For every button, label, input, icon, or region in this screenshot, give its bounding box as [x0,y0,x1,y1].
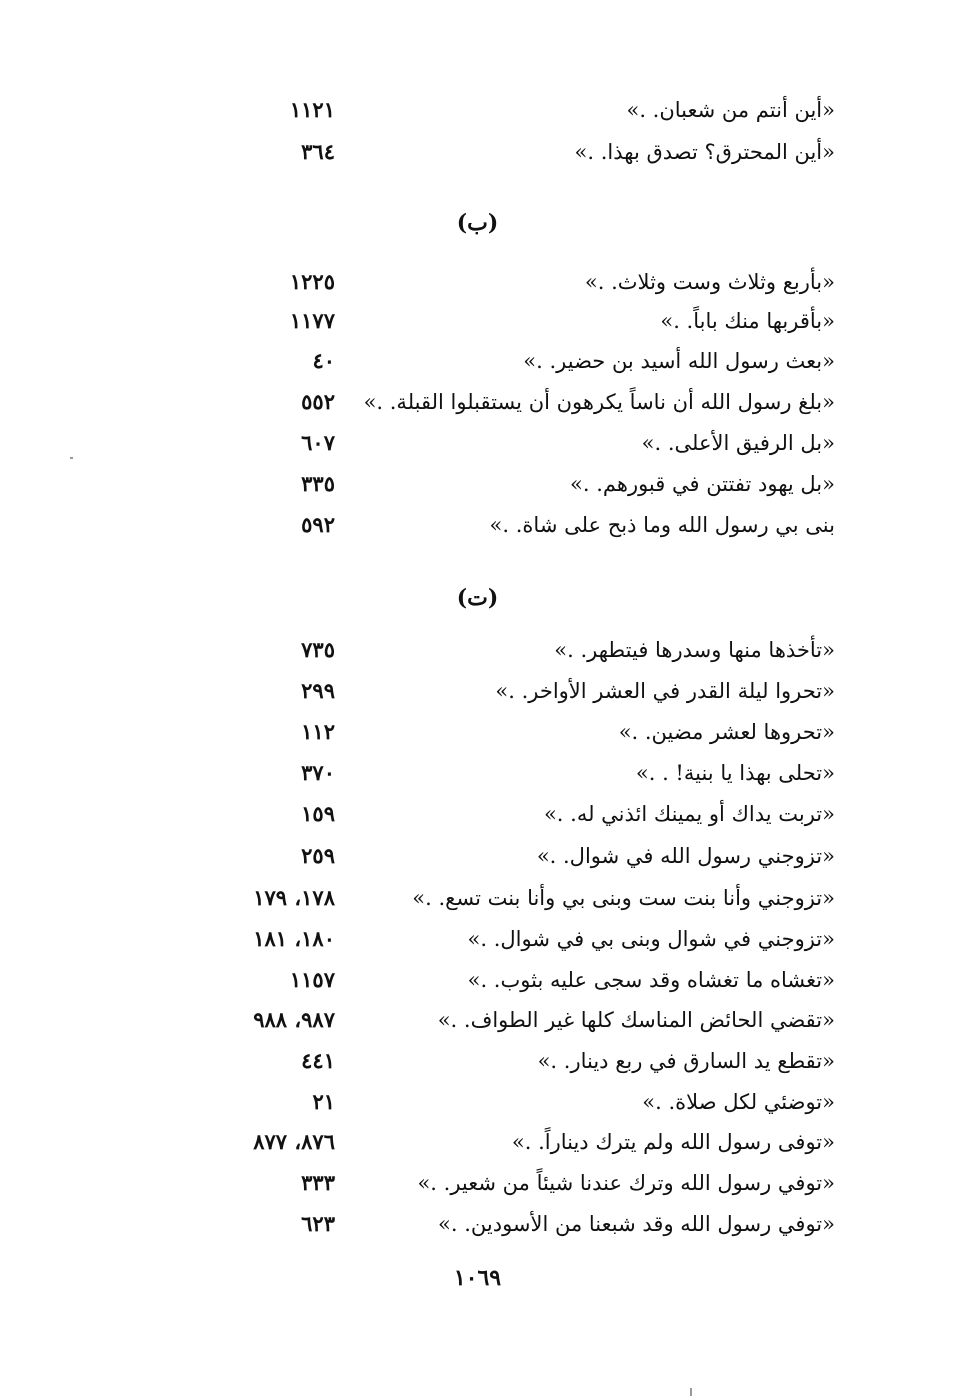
index-entry [0,303,955,339]
page-number: ١٠٦٩ [453,1265,502,1291]
entry-text: «توفي رسول الله وقد شبعنا من الأسودين. .» [438,1212,835,1236]
entry-reference: ٧٣٥ [301,637,335,662]
entry-text: «تغشاه ما تغشاه وقد سجى عليه بثوب. .» [467,968,835,992]
index-entry [0,673,955,709]
entry-text: «بعث رسول الله أسيد بن حضير. .» [523,349,835,373]
entry-text: «تزوجني وأنا بنت ست وبنى بي وأنا بنت تسع. .» [412,886,835,910]
scan-speck [70,457,73,459]
section-heading-ta: (ت) [456,585,499,611]
entry-reference: ٤٤١ [301,1048,335,1073]
entry-text: «تقضي الحائض المناسك كلها غير الطواف. .» [437,1008,835,1032]
index-entry [0,1043,955,1079]
index-entry [0,343,955,379]
entry-text: «تقطع يد السارق في ربع دينار. .» [537,1049,835,1073]
entry-reference: ٣٦٤ [301,139,335,164]
section-heading-ba: (ب) [456,210,499,236]
entry-reference: ٩٨٧، ٩٨٨ [253,1007,335,1032]
entry-text: «توفي رسول الله وترك عندنا شيئاً من شعير. .» [417,1171,835,1195]
index-entry [0,507,955,543]
entry-reference: ١٧٨، ١٧٩ [253,885,335,910]
entry-text: «بل يهود تفتتن في قبورهم. .» [570,472,835,496]
entry-text: «توضئي لكل صلاة. .» [642,1090,835,1114]
entry-reference: ١٥٩ [301,801,335,826]
entry-text: بنى بي رسول الله وما ذبح على شاة. .» [489,513,835,537]
entry-reference: ٢٩٩ [301,678,335,703]
entry-text: «توفى رسول الله ولم يترك ديناراً. .» [511,1130,835,1154]
entry-reference: ٤٠ [312,348,335,373]
entry-reference: ٢١ [312,1089,335,1114]
index-entry [0,134,955,170]
index-entry [0,921,955,957]
index-entry [0,384,955,420]
entry-text: «تربت يداك أو يمينك ائذني له. .» [543,802,835,826]
entry-reference: ١١٥٧ [289,967,335,992]
index-entry [0,838,955,874]
entry-text: «تحلى بهذا يا بنية! . .» [635,761,835,785]
index-entry [0,92,955,128]
entry-reference: ١١٧٧ [289,308,335,333]
index-entry [0,714,955,750]
entry-text: «تزوجني في شوال وبنى بي في شوال. .» [467,927,835,951]
index-entry [0,1002,955,1038]
entry-reference: ٥٩٢ [301,512,335,537]
entry-text: «أين المحترق؟ تصدق بهذا. .» [574,140,835,164]
entry-reference: ١٢٢٥ [289,269,335,294]
entry-text: «بأربع وثلاث وست وثلاث. .» [584,270,835,294]
entry-text: «تحروا ليلة القدر في العشر الأواخر. .» [495,679,835,703]
entry-text: «تحروها لعشر مضين. .» [618,720,835,744]
index-entry [0,1084,955,1120]
index-entry [0,755,955,791]
entry-reference: ٣٧٠ [301,760,335,785]
entry-text: «أين أنتم من شعبان. .» [626,98,835,122]
index-entry [0,425,955,461]
entry-text: «تأخذها منها وسدرها فيتطهر. .» [554,638,835,662]
index-entry [0,1165,955,1201]
entry-reference: ٢٥٩ [301,843,335,868]
index-entry [0,1124,955,1160]
entry-text: «بأقربها منك باباً. .» [660,309,835,333]
entry-reference: ١٨٠، ١٨١ [253,926,335,951]
index-entry [0,1206,955,1242]
entry-text: «بلغ رسول الله أن ناساً يكرهون أن يستقبلوا القبلة. .» [363,390,835,414]
index-entry [0,264,955,300]
index-entry [0,796,955,832]
entry-reference: ٣٣٥ [301,471,335,496]
entry-reference: ٣٣٣ [301,1170,335,1195]
index-entry [0,466,955,502]
entry-reference: ١١٢١ [289,97,335,122]
entry-text: «تزوجني رسول الله في شوال. .» [536,844,835,868]
entry-reference: ٨٧٦، ٨٧٧ [253,1129,335,1154]
scan-speck [690,1388,692,1396]
entry-reference: ٦٢٣ [301,1211,335,1236]
index-entry [0,880,955,916]
index-entry [0,962,955,998]
entry-reference: ٥٥٢ [301,389,335,414]
index-entry [0,632,955,668]
entry-reference: ٦٠٧ [301,430,335,455]
entry-reference: ١١٢ [301,719,335,744]
entry-text: «بل الرفيق الأعلى. .» [641,431,835,455]
